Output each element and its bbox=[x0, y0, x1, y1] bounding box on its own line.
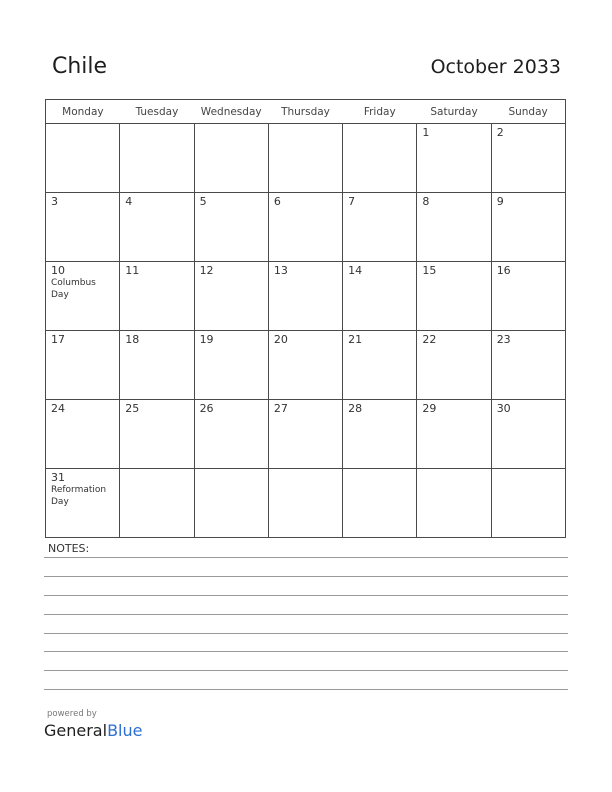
day-cell[interactable] bbox=[194, 469, 268, 538]
notes-label: NOTES: bbox=[48, 542, 90, 555]
weekday-friday: Friday bbox=[343, 100, 417, 124]
day-cell[interactable] bbox=[120, 331, 194, 400]
day-number: 8 bbox=[422, 195, 430, 208]
day-number: 24 bbox=[51, 402, 65, 415]
weekday-sunday: Sunday bbox=[491, 100, 565, 124]
day-cell[interactable] bbox=[120, 124, 194, 193]
day-number: 3 bbox=[51, 195, 58, 208]
notes-line bbox=[44, 595, 568, 596]
day-cell[interactable] bbox=[491, 193, 565, 262]
day-cell[interactable] bbox=[417, 262, 491, 331]
week-row bbox=[46, 469, 566, 538]
day-number: 27 bbox=[273, 402, 288, 415]
notes-line bbox=[44, 670, 568, 671]
generalblue-logo[interactable] bbox=[44, 721, 142, 740]
day-cell[interactable] bbox=[491, 469, 565, 538]
day-number: 18 bbox=[125, 333, 140, 346]
day-cell[interactable] bbox=[120, 400, 194, 469]
day-cell[interactable] bbox=[343, 124, 417, 193]
notes-line bbox=[44, 614, 568, 615]
day-cell[interactable] bbox=[194, 193, 268, 262]
calendar-grid bbox=[45, 99, 566, 538]
holiday-label: Columbus Day bbox=[51, 278, 96, 300]
day-cell[interactable] bbox=[194, 331, 268, 400]
day-cell[interactable] bbox=[194, 400, 268, 469]
day-cell[interactable] bbox=[491, 262, 565, 331]
month-year-title: October 2033 bbox=[430, 56, 561, 78]
weekday-header-row bbox=[46, 100, 566, 124]
day-number: 6 bbox=[273, 195, 281, 208]
day-cell[interactable] bbox=[46, 124, 120, 193]
day-cell[interactable] bbox=[46, 400, 120, 469]
notes-line bbox=[44, 689, 568, 690]
day-cell[interactable] bbox=[268, 193, 342, 262]
weekday-saturday: Saturday bbox=[417, 100, 491, 124]
notes-line bbox=[44, 576, 568, 577]
day-cell[interactable] bbox=[417, 469, 491, 538]
day-cell[interactable] bbox=[343, 262, 417, 331]
logo-general: General bbox=[44, 721, 108, 740]
day-number: 1 bbox=[422, 126, 430, 139]
day-number: 30 bbox=[496, 402, 511, 415]
day-number: 26 bbox=[199, 402, 214, 415]
week-row bbox=[46, 331, 566, 400]
notes-line bbox=[44, 651, 568, 652]
day-number: 31 bbox=[51, 471, 65, 484]
day-number: 9 bbox=[496, 195, 504, 208]
week-row bbox=[46, 124, 566, 193]
day-cell[interactable] bbox=[120, 469, 194, 538]
week-row bbox=[46, 193, 566, 262]
day-cell[interactable] bbox=[268, 400, 342, 469]
day-cell[interactable] bbox=[343, 400, 417, 469]
day-number: 19 bbox=[199, 333, 214, 346]
country-title: Chile bbox=[52, 54, 108, 79]
day-number: 14 bbox=[348, 264, 363, 277]
powered-by-text: powered by bbox=[47, 709, 97, 719]
weekday-tuesday: Tuesday bbox=[120, 100, 194, 124]
day-number: 10 bbox=[51, 264, 65, 277]
day-cell[interactable] bbox=[268, 124, 342, 193]
day-cell[interactable] bbox=[343, 331, 417, 400]
day-number: 13 bbox=[273, 264, 288, 277]
notes-line bbox=[44, 557, 568, 558]
week-row bbox=[46, 262, 566, 331]
day-number: 22 bbox=[422, 333, 437, 346]
day-cell[interactable] bbox=[417, 400, 491, 469]
day-cell[interactable] bbox=[46, 469, 120, 538]
day-cell[interactable] bbox=[268, 331, 342, 400]
notes-line bbox=[44, 633, 568, 634]
day-cell[interactable] bbox=[46, 331, 120, 400]
day-cell[interactable] bbox=[343, 193, 417, 262]
day-number: 16 bbox=[496, 264, 511, 277]
day-number: 20 bbox=[273, 333, 288, 346]
day-number: 15 bbox=[422, 264, 437, 277]
day-cell[interactable] bbox=[194, 262, 268, 331]
day-number: 2 bbox=[496, 126, 504, 139]
day-number: 21 bbox=[348, 333, 363, 346]
day-cell[interactable] bbox=[343, 469, 417, 538]
day-cell[interactable] bbox=[194, 124, 268, 193]
day-number: 12 bbox=[199, 264, 214, 277]
day-number: 17 bbox=[51, 333, 65, 346]
weekday-monday: Monday bbox=[46, 100, 120, 124]
day-number: 29 bbox=[422, 402, 437, 415]
weekday-thursday: Thursday bbox=[268, 100, 342, 124]
day-cell[interactable] bbox=[268, 262, 342, 331]
day-cell[interactable] bbox=[417, 124, 491, 193]
week-row bbox=[46, 400, 566, 469]
day-number: 11 bbox=[125, 264, 140, 277]
day-cell[interactable] bbox=[491, 400, 565, 469]
weekday-wednesday: Wednesday bbox=[194, 100, 268, 124]
day-cell[interactable] bbox=[120, 193, 194, 262]
day-cell[interactable] bbox=[268, 469, 342, 538]
day-number: 5 bbox=[199, 195, 207, 208]
day-number: 28 bbox=[348, 402, 363, 415]
logo-blue: Blue bbox=[107, 721, 143, 740]
day-number: 23 bbox=[496, 333, 511, 346]
day-cell[interactable] bbox=[491, 124, 565, 193]
day-number: 7 bbox=[348, 195, 356, 208]
day-cell[interactable] bbox=[46, 193, 120, 262]
day-cell[interactable] bbox=[46, 262, 120, 331]
day-number: 4 bbox=[125, 195, 133, 208]
day-cell[interactable] bbox=[120, 262, 194, 331]
day-cell[interactable] bbox=[417, 193, 491, 262]
holiday-label: Reformation Day bbox=[51, 485, 107, 507]
day-cell[interactable] bbox=[491, 331, 565, 400]
day-cell[interactable] bbox=[417, 331, 491, 400]
day-number: 25 bbox=[125, 402, 140, 415]
